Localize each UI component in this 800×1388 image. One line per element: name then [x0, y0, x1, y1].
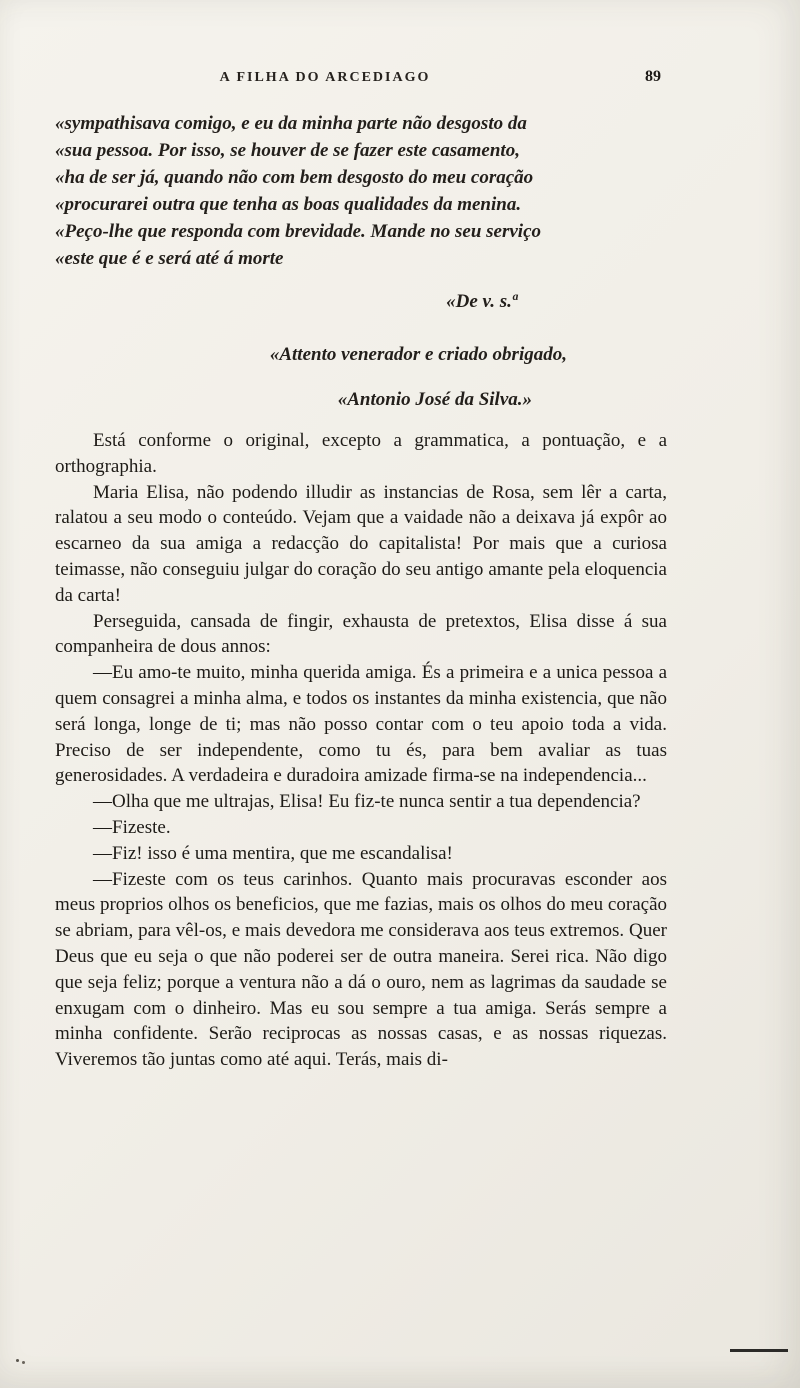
page-number: 89: [645, 68, 661, 85]
running-title: A FILHA DO ARCEDIAGO: [219, 70, 431, 85]
paragraph-dialogue: —Fizeste com os teus carinhos. Quanto mais procuravas esconder aos meus proprios olhos os beneficios, que me fazias, mais os olhos do meu coração se abriam, para vêl-os, e mais devedora me considerava aos teus extremos. Quer Deus que eu seja o que não poderei ser de outra maneira. Serei rica. Não digo que seja feliz; porque a ventura não a dá o ouro, nem as lagrimas da saudade se enxugam com o dinheiro. Mas eu sou sempre a tua amiga. Serás sempre a minha confidente. Serão reciprocas as nossas casas, e as nossas riquezas. Viveremos tão juntas como até aqui. Terás, mais di-: [55, 868, 667, 1071]
paragraph: Maria Elisa, não podendo illudir as instancias de Rosa, sem lêr a carta, ralatou a seu modo o conteúdo. Vejam que a vaidade não a deixava já expôr ao escarneo da sua amiga a redacção do capitalista! Por mais que a curiosa teimasse, não conseguiu julgar do coração do seu antigo amante pela eloquencia da carta!: [55, 481, 667, 606]
letter-signature-salutation: «De v. s.ª: [446, 291, 517, 312]
page-header: [55, 70, 667, 106]
paragraph: Está conforme o original, excepto a grammatica, a pontuação, e a orthographia.: [55, 430, 667, 477]
page-body: [55, 428, 667, 1073]
letter-signature-name: «Antonio José da Silva.»: [337, 389, 532, 410]
letter-signature-closing: «Attento venerador e criado obrigado,: [269, 344, 567, 365]
letter-line: «ha de ser já, quando não com bem desgosto do meu coração: [55, 167, 534, 188]
paragraph-dialogue: —Fizeste.: [93, 816, 171, 838]
scan-mark: [16, 1359, 19, 1362]
letter-line: «sympathisava comigo, e eu da minha parte não desgosto da: [55, 113, 527, 134]
paragraph: Perseguida, cansada de fingir, exhausta de pretextos, Elisa disse á sua companheira de dous annos:: [55, 610, 667, 658]
letter-line: «Peço-lhe que responda com brevidade. Mande no seu serviço: [55, 221, 542, 242]
letter-line: «este que é e será até á morte: [55, 248, 284, 269]
paragraph-dialogue: —Fiz! isso é uma mentira, que me escandalisa!: [93, 842, 453, 864]
scan-rule: [730, 1349, 788, 1352]
paragraph-dialogue: —Eu amo-te muito, minha querida amiga. És a primeira e a unica pessoa a quem consagrei a minha alma, e todos os instantes da minha existencia, que não será longa, longe de ti; mas não posso contar com o teu apoio toda a vida. Preciso de ser independente, como tu és, para bem avaliar as tuas generosidades. A verdadeira e duradoira amizade firma-se na independencia...: [55, 662, 667, 787]
letter-line: «sua pessoa. Por isso, se houver de se fazer este casamento,: [55, 140, 520, 161]
paragraph-dialogue: —Olha que me ultrajas, Elisa! Eu fiz-te nunca sentir a tua dependencia?: [93, 791, 641, 813]
letter-quote: [55, 110, 667, 413]
letter-line: «procurarei outra que tenha as boas qualidades da menina.: [55, 194, 522, 215]
